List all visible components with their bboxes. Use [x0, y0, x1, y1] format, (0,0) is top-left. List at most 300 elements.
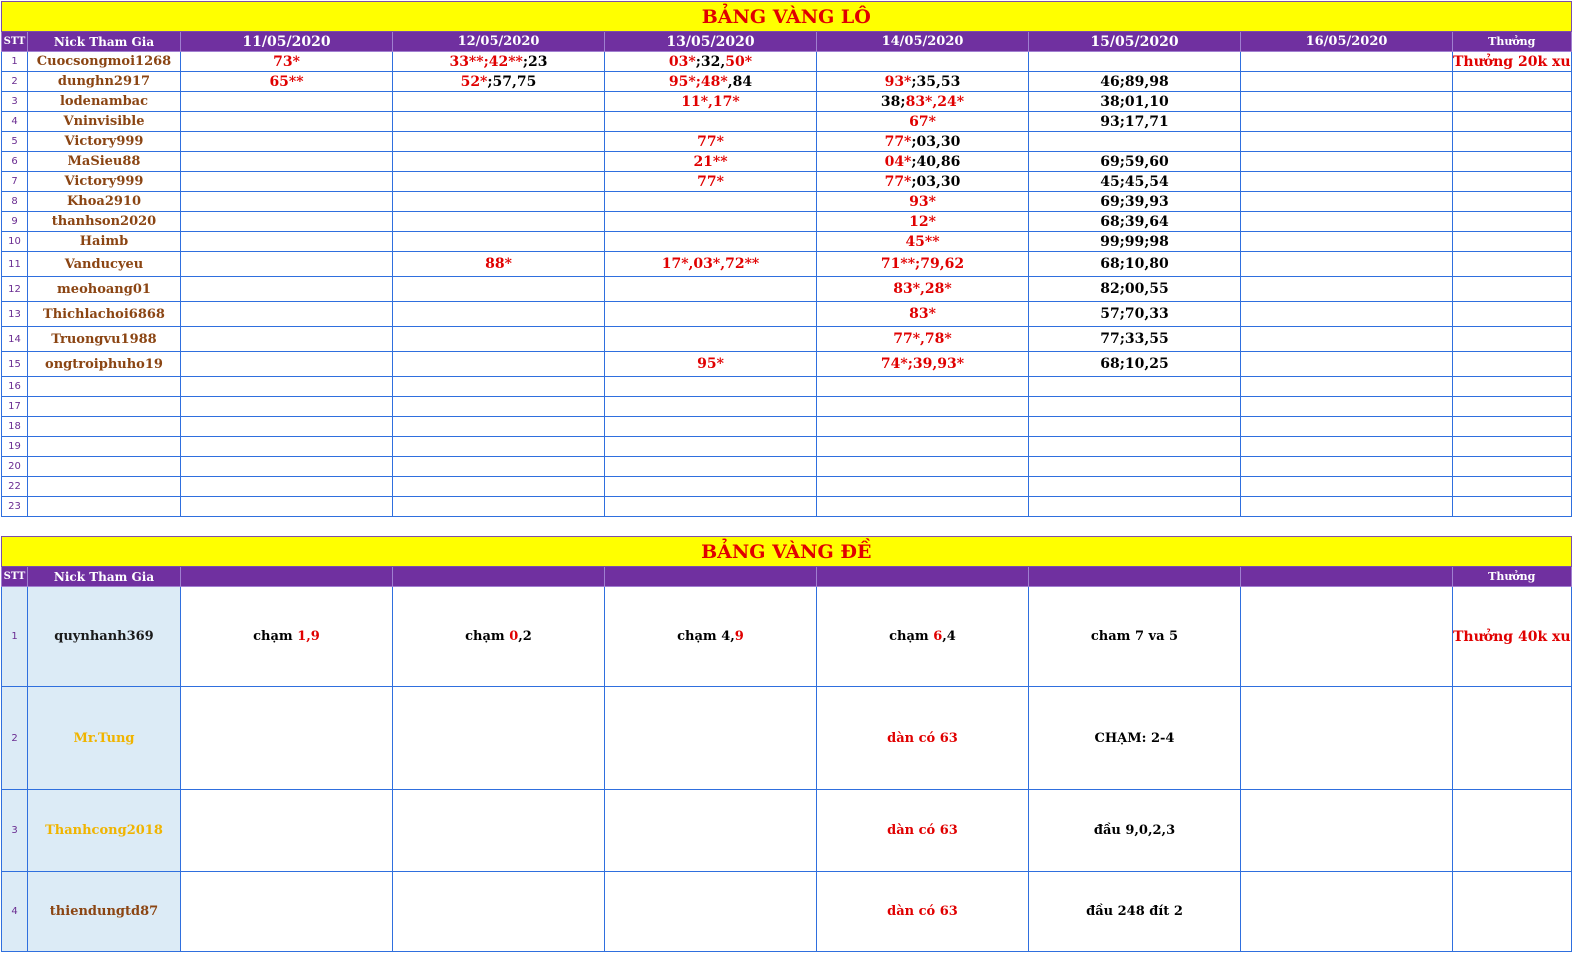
row-day-6-cell [1241, 152, 1453, 172]
lo-header-row [2, 32, 1572, 52]
row-day-2-cell [393, 112, 605, 132]
cell-text: ;23 [522, 53, 548, 70]
row-day-3-cell [605, 457, 817, 477]
row-day-1-cell [181, 112, 393, 132]
cell-text: 52* [460, 73, 488, 90]
cell-text: ,2 [518, 629, 532, 644]
row-reward [1453, 417, 1572, 437]
row-stt: 22 [2, 477, 28, 497]
row-stt: 17 [2, 397, 28, 417]
cell-text: 9 [734, 629, 744, 644]
row-stt: 3 [2, 790, 28, 872]
row-stt: 11 [2, 252, 28, 277]
row-reward [1453, 497, 1572, 517]
row-day-4-cell [817, 252, 1029, 277]
cell-text: 99;99;98 [1100, 233, 1169, 250]
cell-text: 93* [884, 73, 912, 90]
row-day-4-cell [817, 497, 1029, 517]
row-day-4-cell [817, 302, 1029, 327]
cell-text: đầu 248 đít 2 [1086, 904, 1183, 919]
row-nick: Thanhcong2018 [28, 790, 181, 872]
row-day-5-cell [1029, 212, 1241, 232]
row-day-5-cell [1029, 587, 1241, 687]
row-stt: 15 [2, 352, 28, 377]
header-blank [181, 567, 393, 587]
row-nick [28, 437, 181, 457]
row-day-5-cell [1029, 377, 1241, 397]
row-day-4-cell [817, 417, 1029, 437]
row-day-3-cell [605, 352, 817, 377]
cell-text: ,4 [942, 629, 956, 644]
header-blank [1241, 567, 1453, 587]
table-row [2, 377, 1572, 397]
row-stt: 19 [2, 437, 28, 457]
header-date-2: 12/05/2020 [393, 32, 605, 52]
row-day-1-cell [181, 790, 393, 872]
table-row [2, 132, 1572, 152]
row-nick: Haimb [28, 232, 181, 252]
table-row [2, 252, 1572, 277]
cell-text: 69;59,60 [1100, 153, 1169, 170]
cell-text: ,84 [727, 73, 753, 90]
row-day-5-cell [1029, 397, 1241, 417]
row-reward [1453, 112, 1572, 132]
row-day-4-cell [817, 687, 1029, 790]
row-day-6-cell [1241, 377, 1453, 397]
row-day-3-cell [605, 52, 817, 72]
cell-text: ;40,86 [911, 153, 961, 170]
row-day-6-cell [1241, 587, 1453, 687]
row-day-3-cell [605, 377, 817, 397]
table-row [2, 457, 1572, 477]
row-reward [1453, 352, 1572, 377]
header-date-5: 15/05/2020 [1029, 32, 1241, 52]
row-day-5-cell [1029, 437, 1241, 457]
row-day-5-cell [1029, 112, 1241, 132]
cell-text: 65** [269, 73, 304, 90]
header-date-6: 16/05/2020 [1241, 32, 1453, 52]
cell-text: 38; [880, 93, 906, 110]
row-stt: 13 [2, 302, 28, 327]
row-day-3-cell [605, 152, 817, 172]
row-day-3-cell [605, 687, 817, 790]
row-reward [1453, 132, 1572, 152]
row-day-6-cell [1241, 497, 1453, 517]
row-nick: ongtroiphuho19 [28, 352, 181, 377]
row-day-6-cell [1241, 72, 1453, 92]
table-row [2, 52, 1572, 72]
row-day-5-cell [1029, 327, 1241, 352]
row-stt: 18 [2, 417, 28, 437]
row-reward [1453, 477, 1572, 497]
row-reward [1453, 232, 1572, 252]
row-day-6-cell [1241, 112, 1453, 132]
cell-text: 68;10,80 [1100, 256, 1169, 272]
row-day-2-cell [393, 277, 605, 302]
row-day-6-cell [1241, 232, 1453, 252]
cell-text: 67* [909, 113, 936, 130]
row-reward [1453, 872, 1572, 952]
row-day-2-cell [393, 457, 605, 477]
row-stt: 14 [2, 327, 28, 352]
cell-text: ;35,53 [911, 73, 961, 90]
row-nick: Truongvu1988 [28, 327, 181, 352]
row-reward [1453, 152, 1572, 172]
row-day-4-cell [817, 92, 1029, 112]
row-day-3-cell [605, 302, 817, 327]
row-nick: Khoa2910 [28, 192, 181, 212]
row-day-2-cell [393, 687, 605, 790]
row-nick [28, 397, 181, 417]
cell-text: 95*;48* [668, 73, 728, 90]
row-nick: Thichlachoi6868 [28, 302, 181, 327]
cell-text: chạm [465, 629, 510, 644]
row-stt: 23 [2, 497, 28, 517]
cell-text: 12* [909, 213, 936, 230]
cell-text: 69;39,93 [1100, 193, 1169, 210]
row-day-1-cell [181, 252, 393, 277]
row-nick: Mr.Tung [28, 687, 181, 790]
row-day-4-cell [817, 212, 1029, 232]
cell-text: 88* [485, 256, 512, 272]
row-day-4-cell [817, 132, 1029, 152]
row-day-1-cell [181, 352, 393, 377]
table-row [2, 327, 1572, 352]
row-stt: 4 [2, 872, 28, 952]
row-day-1-cell [181, 212, 393, 232]
row-day-2-cell [393, 252, 605, 277]
cell-text: 50* [725, 53, 753, 70]
row-day-2-cell [393, 790, 605, 872]
row-day-1-cell [181, 132, 393, 152]
cell-text: ;03,30 [911, 133, 961, 150]
table-row [2, 790, 1572, 872]
row-day-1-cell [181, 872, 393, 952]
row-reward [1453, 72, 1572, 92]
bang-vang-de-table [1, 536, 1572, 952]
cell-text: chạm 4, [677, 629, 735, 644]
row-day-1-cell [181, 302, 393, 327]
row-day-5-cell [1029, 132, 1241, 152]
row-day-1-cell [181, 52, 393, 72]
row-stt: 5 [2, 132, 28, 152]
row-day-4-cell [817, 112, 1029, 132]
row-day-5-cell [1029, 277, 1241, 302]
row-day-2-cell [393, 132, 605, 152]
row-day-1-cell [181, 72, 393, 92]
row-day-4-cell [817, 872, 1029, 952]
row-day-3-cell [605, 417, 817, 437]
row-nick: Vanducyeu [28, 252, 181, 277]
row-day-4-cell [817, 52, 1029, 72]
row-day-6-cell [1241, 302, 1453, 327]
row-nick [28, 417, 181, 437]
row-day-2-cell [393, 327, 605, 352]
row-day-5-cell [1029, 232, 1241, 252]
row-day-5-cell [1029, 172, 1241, 192]
row-day-1-cell [181, 397, 393, 417]
cell-text: 46;89,98 [1100, 73, 1169, 90]
table-row [2, 72, 1572, 92]
header-reward: Thưởng [1453, 567, 1572, 587]
row-day-1-cell [181, 232, 393, 252]
row-reward: Thưởng 20k xu [1453, 53, 1571, 70]
cell-text: ;32, [695, 53, 726, 70]
row-day-4-cell [817, 437, 1029, 457]
row-day-2-cell [393, 152, 605, 172]
row-nick: meohoang01 [28, 277, 181, 302]
row-day-3-cell [605, 397, 817, 417]
row-day-1-cell [181, 587, 393, 687]
row-day-2-cell [393, 477, 605, 497]
row-reward [1453, 397, 1572, 417]
row-day-2-cell [393, 497, 605, 517]
row-day-2-cell [393, 352, 605, 377]
row-reward [1453, 172, 1572, 192]
header-blank [817, 567, 1029, 587]
row-stt: 4 [2, 112, 28, 132]
cell-text: 77;33,55 [1100, 331, 1169, 347]
table-row [2, 497, 1572, 517]
row-day-6-cell [1241, 477, 1453, 497]
row-nick: Vninvisible [28, 112, 181, 132]
row-stt: 3 [2, 92, 28, 112]
row-day-5-cell [1029, 457, 1241, 477]
cell-text: 77* [697, 133, 724, 150]
cell-text: 11*,17* [681, 93, 740, 110]
row-reward [1453, 377, 1572, 397]
cell-text: 6 [933, 629, 943, 644]
cell-text: 77*,78* [893, 331, 952, 347]
row-day-4-cell [817, 790, 1029, 872]
row-stt: 2 [2, 687, 28, 790]
row-nick: lodenambac [28, 92, 181, 112]
row-day-4-cell [817, 587, 1029, 687]
row-day-6-cell [1241, 397, 1453, 417]
row-day-5-cell [1029, 302, 1241, 327]
table-row [2, 92, 1572, 112]
row-nick: Cuocsongmoi1268 [28, 52, 181, 72]
row-day-2-cell [393, 377, 605, 397]
row-nick: quynhanh369 [28, 587, 181, 687]
row-stt: 1 [2, 587, 28, 687]
row-day-1-cell [181, 477, 393, 497]
cell-text: 77* [884, 133, 912, 150]
row-day-2-cell [393, 872, 605, 952]
row-day-3-cell [605, 192, 817, 212]
row-day-4-cell [817, 477, 1029, 497]
cell-text: 83*,24* [905, 93, 965, 110]
row-day-6-cell [1241, 687, 1453, 790]
header-reward: Thưởng [1453, 32, 1572, 52]
row-day-5-cell [1029, 52, 1241, 72]
cell-text: 38;01,10 [1100, 93, 1169, 110]
row-day-6-cell [1241, 352, 1453, 377]
header-nick: Nick Tham Gia [28, 32, 181, 52]
row-reward [1453, 790, 1572, 872]
row-day-3-cell [605, 212, 817, 232]
row-stt: 12 [2, 277, 28, 302]
cell-text: 21** [693, 153, 728, 170]
row-day-1-cell [181, 437, 393, 457]
header-date-4: 14/05/2020 [817, 32, 1029, 52]
row-day-6-cell [1241, 212, 1453, 232]
row-day-4-cell [817, 192, 1029, 212]
row-day-4-cell [817, 352, 1029, 377]
cell-text: 77* [697, 173, 724, 190]
row-day-2-cell [393, 232, 605, 252]
table-row [2, 352, 1572, 377]
table-row [2, 302, 1572, 327]
cell-text: 83* [909, 306, 936, 322]
row-day-4-cell [817, 72, 1029, 92]
row-day-5-cell [1029, 872, 1241, 952]
row-day-3-cell [605, 172, 817, 192]
row-day-2-cell [393, 212, 605, 232]
cell-text: 74*;39,93* [880, 356, 965, 372]
cell-text: 71**;79,62 [880, 256, 965, 272]
table-row [2, 477, 1572, 497]
row-day-6-cell [1241, 92, 1453, 112]
row-day-4-cell [817, 152, 1029, 172]
row-day-1-cell [181, 417, 393, 437]
cell-text: 04* [884, 153, 912, 170]
cell-text: 45** [905, 233, 940, 250]
cell-text: 93;17,71 [1100, 113, 1169, 130]
row-day-3-cell [605, 252, 817, 277]
row-day-5-cell [1029, 687, 1241, 790]
row-day-3-cell [605, 327, 817, 352]
row-nick [28, 497, 181, 517]
row-stt: 16 [2, 377, 28, 397]
row-day-6-cell [1241, 192, 1453, 212]
cell-text: 33**;42** [449, 53, 523, 70]
bang-vang-lo-table [1, 1, 1572, 517]
cell-text: 82;00,55 [1100, 281, 1169, 297]
cell-text: 1,9 [297, 629, 320, 644]
row-nick: dunghn2917 [28, 72, 181, 92]
cell-text: 77* [884, 173, 912, 190]
row-day-4-cell [817, 277, 1029, 302]
de-header-row [2, 567, 1572, 587]
row-nick [28, 377, 181, 397]
table-row [2, 437, 1572, 457]
row-day-6-cell [1241, 52, 1453, 72]
row-day-3-cell [605, 132, 817, 152]
row-day-5-cell [1029, 497, 1241, 517]
table-row [2, 397, 1572, 417]
cell-text: 45;45,54 [1100, 173, 1169, 190]
row-day-5-cell [1029, 152, 1241, 172]
row-day-1-cell [181, 172, 393, 192]
row-day-1-cell [181, 457, 393, 477]
table-row [2, 872, 1572, 952]
cell-text: 68;10,25 [1100, 356, 1169, 372]
row-day-2-cell [393, 417, 605, 437]
cell-text: ;57,75 [487, 73, 537, 90]
row-reward [1453, 252, 1572, 277]
row-day-5-cell [1029, 192, 1241, 212]
row-nick: MaSieu88 [28, 152, 181, 172]
row-day-6-cell [1241, 872, 1453, 952]
row-day-1-cell [181, 92, 393, 112]
row-stt: 9 [2, 212, 28, 232]
cell-text: 03* [668, 53, 696, 70]
cell-text: 83*,28* [893, 281, 952, 297]
row-stt: 2 [2, 72, 28, 92]
cell-text: dàn có 63 [887, 730, 958, 746]
row-day-5-cell [1029, 417, 1241, 437]
row-day-2-cell [393, 92, 605, 112]
row-reward [1453, 687, 1572, 790]
row-day-6-cell [1241, 252, 1453, 277]
row-day-6-cell [1241, 457, 1453, 477]
row-day-6-cell [1241, 417, 1453, 437]
row-day-5-cell [1029, 352, 1241, 377]
row-day-2-cell [393, 587, 605, 687]
table-row [2, 417, 1572, 437]
header-date-1: 11/05/2020 [181, 32, 393, 52]
header-blank [393, 567, 605, 587]
row-day-1-cell [181, 327, 393, 352]
cell-text: 68;39,64 [1100, 213, 1169, 230]
cell-text: 57;70,33 [1100, 306, 1169, 322]
row-day-2-cell [393, 397, 605, 417]
table-row [2, 172, 1572, 192]
row-day-2-cell [393, 172, 605, 192]
row-day-4-cell [817, 377, 1029, 397]
row-day-3-cell [605, 437, 817, 457]
row-nick: thanhson2020 [28, 212, 181, 232]
row-nick: thiendungtd87 [28, 872, 181, 952]
row-day-4-cell [817, 457, 1029, 477]
row-stt: 6 [2, 152, 28, 172]
cell-text: 93* [909, 193, 936, 210]
row-day-3-cell [605, 477, 817, 497]
row-stt: 7 [2, 172, 28, 192]
de-title: BẢNG VÀNG ĐỀ [2, 537, 1572, 567]
cell-text: 73* [273, 53, 300, 70]
cell-text: 17*,03*,72** [661, 256, 760, 272]
row-day-3-cell [605, 92, 817, 112]
row-nick: Victory999 [28, 172, 181, 192]
table-row [2, 212, 1572, 232]
row-day-6-cell [1241, 437, 1453, 457]
header-date-3: 13/05/2020 [605, 32, 817, 52]
row-reward [1453, 192, 1572, 212]
row-stt: 10 [2, 232, 28, 252]
header-nick: Nick Tham Gia [28, 567, 181, 587]
table-row [2, 152, 1572, 172]
row-day-4-cell [817, 327, 1029, 352]
row-day-2-cell [393, 52, 605, 72]
row-day-3-cell [605, 497, 817, 517]
row-day-3-cell [605, 587, 817, 687]
table-row [2, 587, 1572, 687]
row-stt: 20 [2, 457, 28, 477]
row-day-5-cell [1029, 790, 1241, 872]
cell-text: chạm [889, 629, 934, 644]
row-day-6-cell [1241, 132, 1453, 152]
row-day-6-cell [1241, 277, 1453, 302]
row-reward [1453, 302, 1572, 327]
table-row [2, 277, 1572, 302]
row-day-1-cell [181, 687, 393, 790]
row-day-5-cell [1029, 72, 1241, 92]
row-stt: 1 [2, 52, 28, 72]
row-day-1-cell [181, 192, 393, 212]
cell-text: 95* [697, 356, 724, 372]
